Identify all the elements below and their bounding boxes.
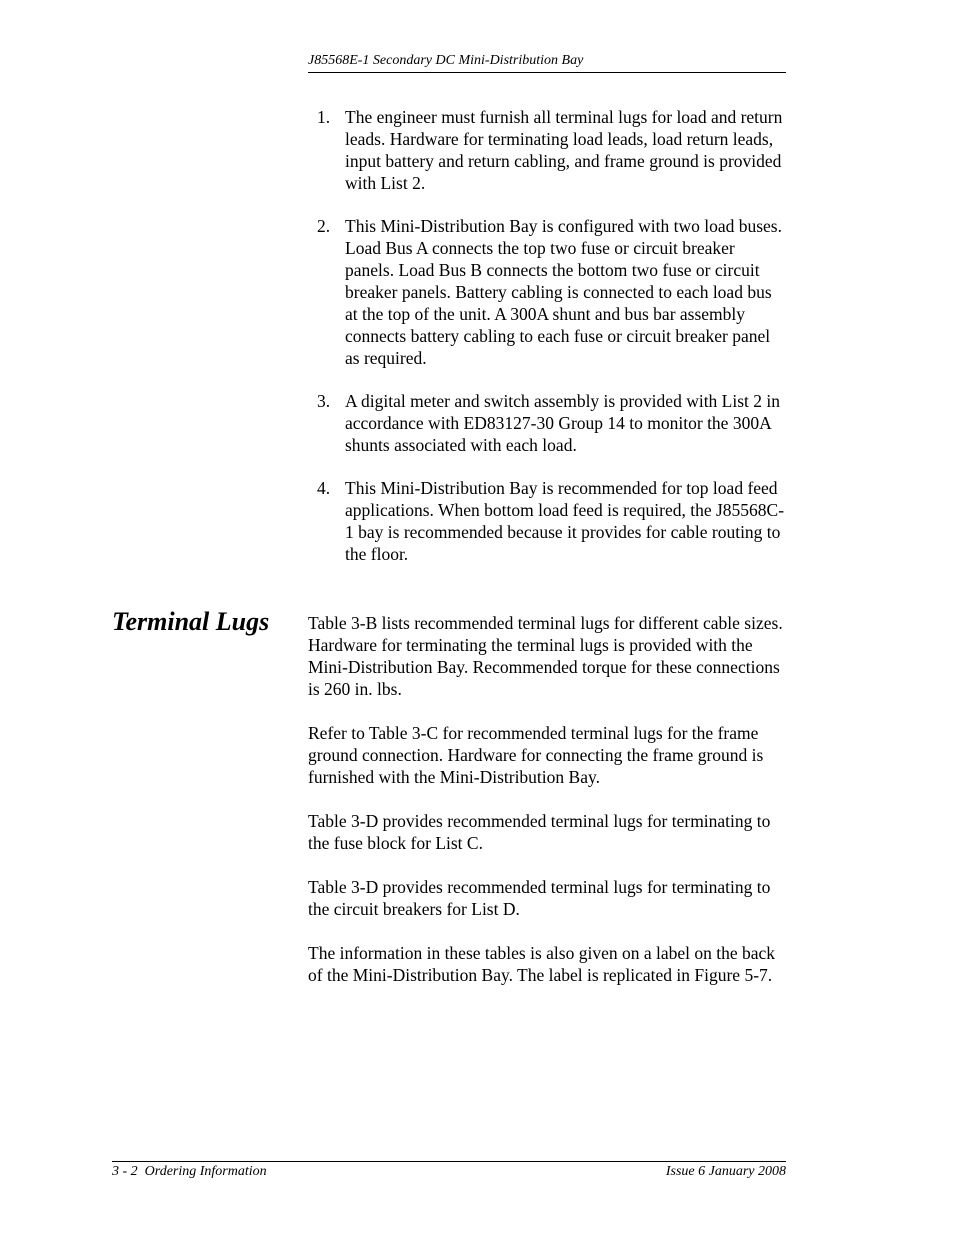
list-item-text: The engineer must furnish all terminal lugs for load and return leads. Hardware for terminating load leads, load return leads, input battery and return cabling, and frame ground is provided with List 2. [345, 107, 783, 193]
body-paragraph: Table 3-D provides recommended terminal lugs for terminating to the fuse block for List C. [308, 811, 771, 853]
list-item-number: 2. [317, 216, 331, 236]
list-item [312, 477, 788, 565]
list-item-text: A digital meter and switch assembly is provided with List 2 in accordance with ED83127-30 Group 14 to monitor the 300A shunts associated with each load. [345, 391, 781, 455]
list-item-number: 4. [317, 478, 331, 498]
footer-issue-date: Issue 6 January 2008 [665, 1164, 786, 1179]
section-heading: Terminal Lugs [112, 607, 270, 636]
list-item [312, 215, 788, 369]
header-divider [308, 72, 786, 73]
document-title: J85568E-1 Secondary DC Mini-Distribution Bay [308, 53, 584, 68]
list-item-text: This Mini-Distribution Bay is recommended for top load feed applications. When bottom load feed is required, the J85568C-1 bay is recommended because it provides for cable routing to the floor. [345, 478, 785, 564]
list-item-number: 3. [317, 391, 331, 411]
body-paragraph: Table 3-B lists recommended terminal lugs for different cable sizes. Hardware for terminating the terminal lugs is provided with the Mini-Distribution Bay. Recommended torque for these connections is 260 in. lbs. [308, 613, 783, 699]
list-item [312, 106, 788, 194]
list-item-text: This Mini-Distribution Bay is configured with two load buses. Load Bus A connects the top two fuse or circuit breaker panels. Load Bus B connects the bottom two fuse or circuit breaker panels. Battery cabling is connected to each load bus at the top of the unit. A 300A shunt and bus bar assembly connects battery cabling to each fuse or circuit breaker panel as required. [345, 216, 782, 368]
body-paragraph: Table 3-D provides recommended terminal lugs for terminating to the circuit breakers for List D. [308, 877, 771, 919]
footer-page-label: 3 - 2 Ordering Information [112, 1164, 267, 1179]
body-paragraph: The information in these tables is also given on a label on the back of the Mini-Distribution Bay. The label is replicated in Figure 5-7. [308, 943, 776, 985]
list-item-number: 1. [317, 107, 331, 127]
numbered-notes-list [312, 106, 788, 586]
list-item [312, 390, 788, 456]
section-body [308, 612, 788, 1008]
body-paragraph: Refer to Table 3-C for recommended terminal lugs for the frame ground connection. Hardware for connecting the frame ground is furnished with the Mini-Distribution Bay. [308, 723, 764, 787]
